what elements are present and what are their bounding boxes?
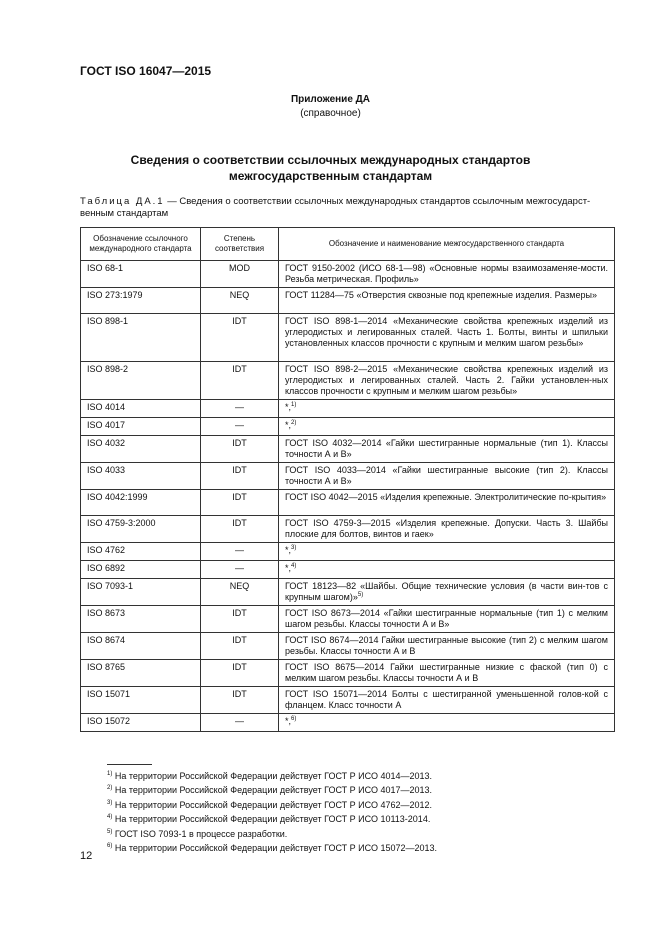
table-caption-text: — Сведения о соответствии ссылочных международных стандартов ссылочным межгосударст-венным стандартам <box>80 196 591 219</box>
footnote-mark: 1) <box>107 771 113 777</box>
degree-cell: IDT <box>201 633 279 660</box>
footnote-ref: 2) <box>291 420 297 426</box>
interstate-standard-text: ГОСТ 11284—75 «Отверстия сквозные под крепежные изделия. Размеры» <box>285 290 597 300</box>
table-row <box>81 261 615 288</box>
interstate-standard-cell <box>279 543 615 561</box>
interstate-standard-cell <box>279 288 615 314</box>
footnotes <box>107 768 437 854</box>
degree-cell: IDT <box>201 490 279 516</box>
table-row <box>81 490 615 516</box>
table-row <box>81 633 615 660</box>
interstate-standard-cell <box>279 516 615 543</box>
degree-cell: IDT <box>201 362 279 400</box>
table-row <box>81 314 615 362</box>
document-code: ГОСТ ISO 16047—2015 <box>80 64 212 78</box>
footnote-ref: 5) <box>357 592 364 598</box>
interstate-standard-cell <box>279 314 615 362</box>
interstate-standard-cell <box>279 633 615 660</box>
footnote-text: ГОСТ ISO 7093-1 в процессе разработки. <box>114 828 288 839</box>
ref-standard-cell: ISO 4042:1999 <box>81 490 201 516</box>
ref-standard-cell: ISO 8674 <box>81 633 201 660</box>
degree-cell: IDT <box>201 606 279 633</box>
degree-cell: IDT <box>201 314 279 362</box>
interstate-standard-text: ГОСТ ISO 4032—2014 «Гайки шестигранные нормальные (тип 1). Классы точности А и В» <box>285 438 608 459</box>
table-row <box>81 714 615 732</box>
header-degree: Степень соответствия <box>201 228 279 261</box>
degree-cell: IDT <box>201 687 279 714</box>
footnote <box>107 782 437 796</box>
ref-standard-cell: ISO 8765 <box>81 660 201 687</box>
footnote-mark: 3) <box>107 799 113 806</box>
footnote-ref: 3) <box>291 545 297 551</box>
footnote-mark: 2) <box>107 785 113 792</box>
interstate-standard-cell <box>279 714 615 732</box>
page-number: 12 <box>80 850 93 862</box>
footnote <box>107 768 437 782</box>
table-caption-label: Таблица ДА.1 <box>80 196 165 207</box>
footnote-ref: 6) <box>291 716 297 722</box>
footnote-text: На территории Российской Федерации действует ГОСТ Р ИСО 4014—2013. <box>114 771 432 781</box>
footnote <box>107 797 437 811</box>
ref-standard-cell: ISO 6892 <box>81 561 201 579</box>
degree-cell: — <box>201 561 279 579</box>
ref-standard-cell: ISO 898-1 <box>81 314 201 362</box>
appendix-subtitle: (справочное) <box>300 108 361 119</box>
interstate-standard-text: ГОСТ ISO 4033—2014 «Гайки шестигранные высокие (тип 2). Классы точности А и В» <box>285 465 608 486</box>
footnote-text: На территории Российской Федерации действует ГОСТ Р ИСО 4762—2012. <box>114 799 432 810</box>
interstate-standard-text: ГОСТ 9150-2002 (ИСО 68-1—98) «Основные нормы взаимозаменяе-мости. Резьба метрическая. Профиль» <box>285 263 608 284</box>
footnote <box>107 840 437 854</box>
footnote-text: На территории Российской Федерации действует ГОСТ Р ИСО 15072—2013. <box>114 843 437 854</box>
table-row <box>81 606 615 633</box>
header-ref-standard: Обозначение ссылочного международного стандарта <box>81 228 201 261</box>
interstate-standard-cell <box>279 660 615 687</box>
interstate-standard-cell <box>279 400 615 418</box>
interstate-standard-text: ГОСТ ISO 8673—2014 «Гайки шестигранные нормальные (тип 1) с мелким шагом резьбы. Классы точности А и В» <box>285 608 608 629</box>
interstate-standard-cell <box>279 261 615 288</box>
degree-cell: IDT <box>201 660 279 687</box>
interstate-standard-text: ГОСТ ISO 898-1—2014 «Механические свойства крепежных изделий из углеродистых и легированных сталей. Часть 1. Болты, винты и шпильки установленных классов прочности с крупным и мелким шагом резьбы» <box>285 316 608 348</box>
interstate-standard-text: *, <box>285 716 292 726</box>
degree-cell: IDT <box>201 516 279 543</box>
interstate-standard-text: ГОСТ ISO 898-2—2015 «Механические свойства крепежных изделий из углеродистых и легированных сталей. Часть 2. Гайки установлен-ных классов прочности с крупным и мелким шагом резьбы» <box>285 364 608 396</box>
interstate-standard-cell <box>279 687 615 714</box>
degree-cell: — <box>201 418 279 436</box>
table-header-row <box>81 228 615 261</box>
header-interstate-standard: Обозначение и наименование межгосударственного стандарта <box>279 228 615 261</box>
degree-cell: IDT <box>201 436 279 463</box>
table-row <box>81 463 615 490</box>
degree-cell: NEQ <box>201 579 279 606</box>
interstate-standard-text: *, <box>285 563 292 573</box>
degree-cell: — <box>201 400 279 418</box>
interstate-standard-cell <box>279 436 615 463</box>
table-row <box>81 561 615 579</box>
ref-standard-cell: ISO 7093-1 <box>81 579 201 606</box>
table-row <box>81 516 615 543</box>
interstate-standard-text: ГОСТ ISO 8675—2014 Гайки шестигранные низкие с фаской (тип 0) с мелким шагом резьбы. Классы точности А и В <box>285 662 608 683</box>
interstate-standard-cell <box>279 606 615 633</box>
table-row <box>81 362 615 400</box>
interstate-standard-text: ГОСТ 18123—82 «Шайбы. Общие технические условия (в части вин-тов с крупным шагом)» <box>285 581 608 602</box>
table-row <box>81 418 615 436</box>
ref-standard-cell: ISO 4017 <box>81 418 201 436</box>
table-caption <box>80 196 614 220</box>
footnote-ref: 1) <box>291 402 297 408</box>
ref-standard-cell: ISO 4759-3:2000 <box>81 516 201 543</box>
table-row <box>81 400 615 418</box>
appendix-title: Приложение ДА <box>290 94 371 105</box>
table-row <box>81 543 615 561</box>
footnote-mark: 4) <box>107 814 113 821</box>
degree-cell: — <box>201 543 279 561</box>
footnote-mark: 5) <box>107 828 113 835</box>
footnote-mark: 6) <box>107 843 113 850</box>
footnote <box>107 811 437 825</box>
interstate-standard-cell <box>279 561 615 579</box>
standards-table <box>80 227 615 732</box>
section-title-line-2: межгосударственным стандартам <box>228 169 433 183</box>
ref-standard-cell: ISO 4033 <box>81 463 201 490</box>
ref-standard-cell: ISO 4762 <box>81 543 201 561</box>
degree-cell: — <box>201 714 279 732</box>
interstate-standard-cell <box>279 579 615 606</box>
section-title-line-1: Сведения о соответствии ссылочных международных стандартов <box>130 153 531 167</box>
footnote-ref: 4) <box>291 563 297 569</box>
ref-standard-cell: ISO 273:1979 <box>81 288 201 314</box>
footnote-text: На территории Российской Федерации действует ГОСТ Р ИСО 10113-2014. <box>114 814 431 825</box>
degree-cell: NEQ <box>201 288 279 314</box>
interstate-standard-cell <box>279 418 615 436</box>
interstate-standard-text: ГОСТ ISO 4759-3—2015 «Изделия крепежные. Допуски. Часть 3. Шайбы плоские для болтов, винтов и гаек» <box>285 518 608 539</box>
ref-standard-cell: ISO 898-2 <box>81 362 201 400</box>
interstate-standard-cell <box>279 463 615 490</box>
table-body <box>81 261 615 732</box>
ref-standard-cell: ISO 68-1 <box>81 261 201 288</box>
footnote-text: На территории Российской Федерации действует ГОСТ Р ИСО 4017—2013. <box>114 785 432 796</box>
interstate-standard-text: *, <box>285 545 292 555</box>
interstate-standard-text: *, <box>285 420 292 430</box>
ref-standard-cell: ISO 4032 <box>81 436 201 463</box>
interstate-standard-text: ГОСТ ISO 15071—2014 Болты с шестигранной уменьшенной голов-кой с фланцем. Класс точности А <box>285 689 608 710</box>
table-row <box>81 579 615 606</box>
table-row <box>81 660 615 687</box>
interstate-standard-text: ГОСТ ISO 4042—2015 «Изделия крепежные. Электролитические по-крытия» <box>285 492 607 502</box>
interstate-standard-cell <box>279 490 615 516</box>
table-row <box>81 687 615 714</box>
table-row <box>81 436 615 463</box>
interstate-standard-text: *, <box>285 402 292 412</box>
footnote-separator <box>107 764 152 765</box>
footnote <box>107 826 437 840</box>
degree-cell: MOD <box>201 261 279 288</box>
interstate-standard-text: ГОСТ ISO 8674—2014 Гайки шестигранные высокие (тип 2) с мелким шагом резьбы. Классы точности А и В <box>285 635 608 656</box>
interstate-standard-cell <box>279 362 615 400</box>
ref-standard-cell: ISO 15072 <box>81 714 201 732</box>
degree-cell: IDT <box>201 463 279 490</box>
ref-standard-cell: ISO 8673 <box>81 606 201 633</box>
ref-standard-cell: ISO 15071 <box>81 687 201 714</box>
ref-standard-cell: ISO 4014 <box>81 400 201 418</box>
section-title <box>0 152 661 184</box>
table-row <box>81 288 615 314</box>
